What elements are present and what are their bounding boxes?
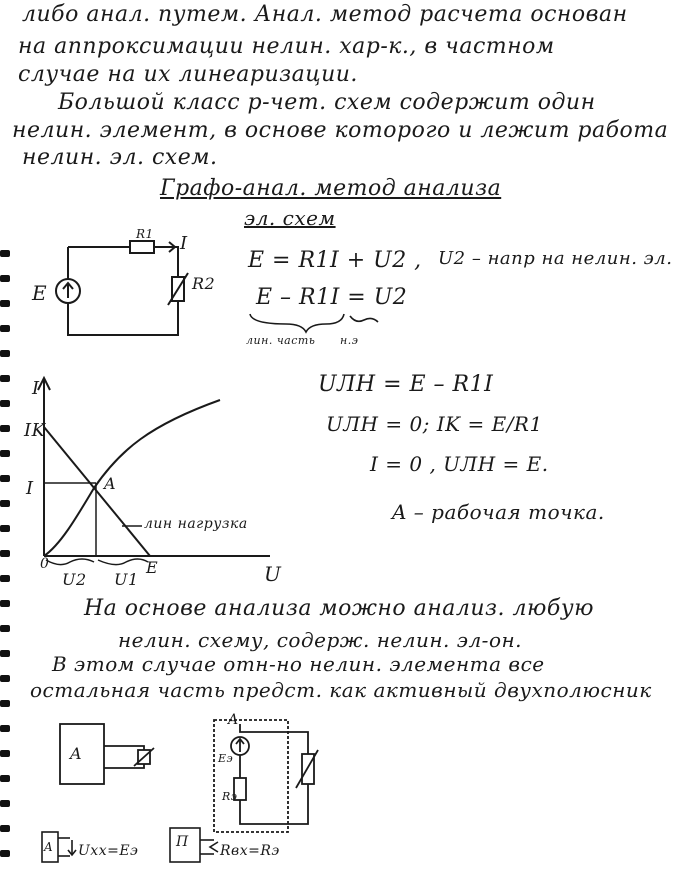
equation-kvl: E = R1I + U2 , [248, 248, 422, 273]
note-line-1: либо анал. путем. Анал. метод расчета основан [22, 2, 628, 27]
operating-point-note: A – рабочая точка. [392, 500, 605, 524]
equation-braces [246, 310, 386, 334]
small-box-p-label: П [176, 834, 189, 850]
note-line-4: Большой класс р-чет. схем содержит один [58, 90, 596, 115]
graph-e-label: E [146, 558, 159, 577]
equation-kvl-note: U2 – напр на нелин. эл. [438, 248, 673, 269]
graph-y-axis-label: I [32, 378, 40, 399]
small-box-a-label: A [44, 840, 54, 854]
equivalent-circuit-diagram [200, 712, 340, 836]
graph-x-axis-label: U [264, 562, 282, 586]
input-resistance-note: Rвх=Rэ [220, 843, 280, 859]
paragraph-line-1: На основе анализа можно анализ. любую [84, 596, 594, 621]
equation-short-circuit: UЛН = 0; IK = E/R1 [326, 412, 543, 436]
graph-point-a-label: A [104, 474, 117, 493]
graph-u1-label: U1 [114, 570, 139, 589]
note-line-2: на аппроксимации нелин. хар-к., в частном [18, 34, 555, 59]
equation-split: E – R1I = U2 [256, 285, 408, 310]
equation-open-circuit: I = 0 , UЛН = E. [370, 452, 549, 476]
equivalent-circuit-a-label: A [228, 712, 239, 728]
open-circuit-voltage-note: Uxx=Eэ [78, 843, 139, 859]
paragraph-line-4: остальная часть предст. как активный двухполюсник [30, 678, 652, 702]
nonlinear-element-label: н.э [340, 334, 359, 347]
note-line-6: нелин. эл. схем. [22, 145, 218, 170]
graph-load-line-label: лин нагрузка [144, 516, 248, 532]
section-heading-line-2: эл. схем [244, 206, 336, 230]
note-line-5: нелин. элемент, в основе которого и лежит работа [12, 118, 669, 143]
section-heading-line-1: Графо-анал. метод анализа [160, 176, 502, 201]
graph-i-label: I [26, 478, 34, 499]
linear-part-label: лин. часть [246, 334, 316, 347]
equivalent-emf-label: Eэ [218, 752, 234, 765]
graph-origin-label: 0 [40, 556, 50, 572]
graph-ik-label: IK [24, 420, 46, 441]
circuit-r2-label: R2 [192, 274, 216, 293]
series-circuit-diagram [20, 225, 220, 365]
circuit-r1-label: R1 [136, 227, 154, 241]
circuit-source-label: E [32, 281, 48, 305]
equivalent-resistance-label: Rэ [222, 790, 238, 803]
graph-u2-label: U2 [62, 570, 87, 589]
note-line-3: случае на их линеаризации. [18, 62, 358, 87]
circuit-current-label: I [180, 233, 188, 254]
paragraph-line-2: нелин. схему, содерж. нелин. эл-он. [118, 628, 523, 652]
box-a-label: A [70, 744, 83, 763]
paragraph-line-3: В этом случае отн-но нелин. элемента все [52, 652, 545, 676]
equation-load-line: UЛН = E – R1I [318, 372, 494, 397]
